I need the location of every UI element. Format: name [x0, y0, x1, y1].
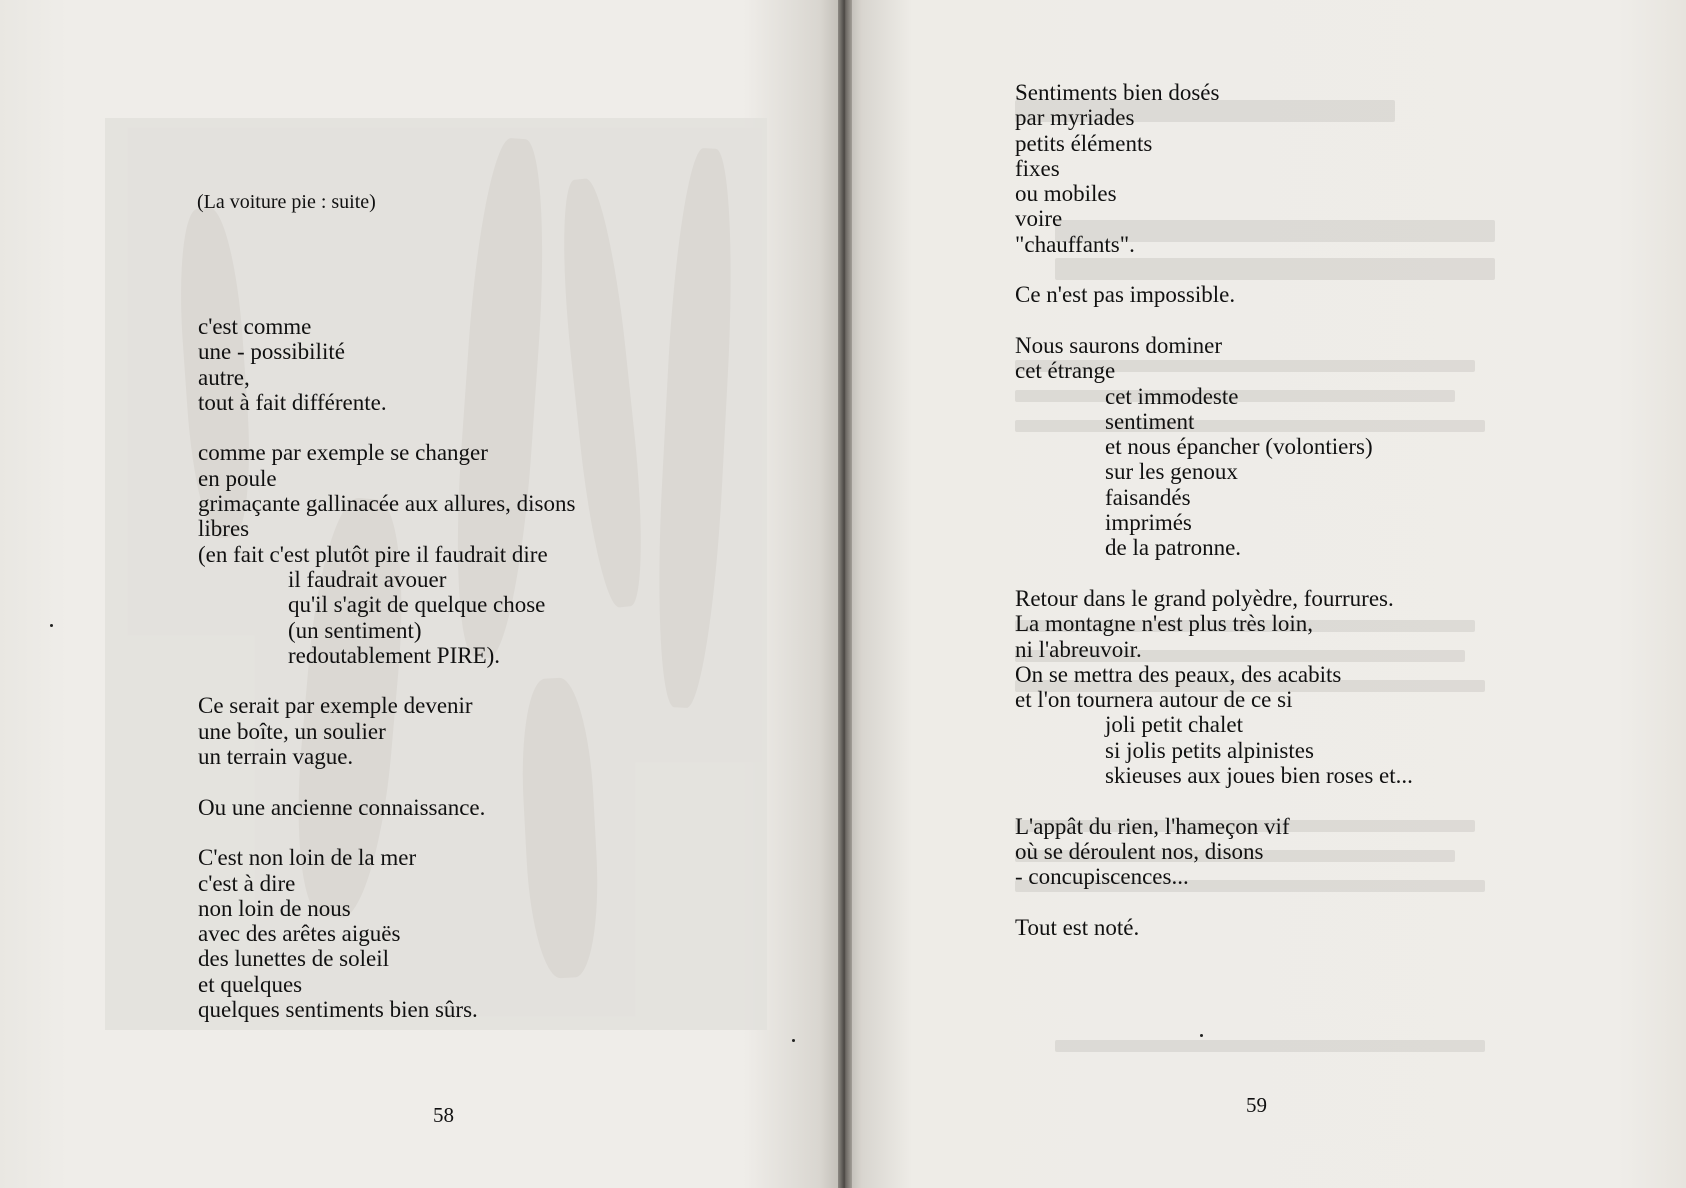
- stanza-break: [198, 668, 575, 693]
- poem-line: des lunettes de soleil: [198, 946, 389, 972]
- continuation-subtitle: (La voiture pie : suite): [197, 191, 376, 213]
- poem-line: faisandés: [1105, 484, 1191, 510]
- book-gutter: [838, 0, 852, 1188]
- poem-line: et quelques: [198, 971, 303, 997]
- poem-line: L'appât du rien, l'hameçon vif: [1015, 813, 1290, 839]
- poem-line: et l'on tournera autour de ce si: [1015, 687, 1293, 713]
- right-poem-text: [1015, 80, 1413, 940]
- poem-line: quelques sentiments bien sûrs.: [198, 997, 478, 1023]
- poem-line: libres: [198, 516, 250, 542]
- poem-line: sur les genoux: [1105, 459, 1238, 485]
- poem-line: cet étrange: [1015, 358, 1116, 384]
- poem-line: Retour dans le grand polyèdre, fourrures.: [1015, 585, 1394, 611]
- stanza-break: [198, 769, 575, 794]
- poem-line: cet immodeste: [1105, 383, 1239, 409]
- poem-line: comme par exemple se changer: [198, 440, 488, 466]
- poem-line: de la patronne.: [1105, 535, 1242, 561]
- poem-line: non loin de nous: [198, 895, 351, 921]
- poem-line: fixes: [1015, 155, 1060, 181]
- left-poem-text: [198, 314, 575, 1022]
- poem-line: Nous saurons dominer: [1015, 332, 1222, 358]
- stanza-break: [1015, 890, 1413, 915]
- poem-line: une boîte, un soulier: [198, 718, 386, 744]
- poem-line: Ce n'est pas impossible.: [1015, 282, 1236, 308]
- poem-line: redoutablement PIRE).: [288, 642, 501, 668]
- poem-line: un terrain vague.: [198, 744, 354, 770]
- poem-line: "chauffants".: [1015, 231, 1135, 257]
- poem-line: C'est non loin de la mer: [198, 845, 417, 871]
- poem-line: une - possibilité: [198, 339, 345, 365]
- poem-line: c'est comme: [198, 314, 312, 339]
- poem-line: sentiment: [1105, 408, 1195, 434]
- poem-line: en poule: [198, 465, 277, 491]
- stanza-break: [198, 415, 575, 440]
- poem-line: par myriades: [1015, 105, 1135, 131]
- page-number-left: 58: [433, 1103, 454, 1127]
- stanza-break: [1015, 788, 1413, 813]
- page-number-right: 59: [1246, 1093, 1267, 1117]
- stanza-break: [198, 820, 575, 845]
- poem-line: imprimés: [1105, 510, 1192, 536]
- poem-line: Tout est noté.: [1015, 914, 1140, 940]
- poem-line: autre,: [198, 364, 250, 390]
- paper-speck: [792, 1039, 795, 1042]
- poem-line: La montagne n'est plus très loin,: [1015, 611, 1313, 637]
- poem-line: avec des arêtes aiguës: [198, 921, 401, 947]
- poem-line: On se mettra des peaux, des acabits: [1015, 661, 1342, 687]
- poem-line: Sentiments bien dosés: [1015, 80, 1220, 105]
- stanza-break: [1015, 308, 1413, 333]
- poem-line: skieuses aux joues bien roses et...: [1105, 763, 1413, 789]
- poem-line: tout à fait différente.: [198, 389, 387, 415]
- stanza-break: [1015, 257, 1413, 282]
- poem-line: Ce serait par exemple devenir: [198, 693, 473, 719]
- poem-line: il faudrait avouer: [288, 566, 447, 592]
- stanza-break: [1015, 561, 1413, 586]
- poem-line: voire: [1015, 206, 1063, 232]
- poem-line: c'est à dire: [198, 870, 296, 896]
- poem-line: (en fait c'est plutôt pire il faudrait dire: [198, 541, 548, 567]
- poem-line: où se déroulent nos, disons: [1015, 838, 1264, 864]
- poem-line: qu'il s'agit de quelque chose: [288, 592, 546, 618]
- poem-line: petits éléments: [1015, 130, 1153, 156]
- poem-line: ni l'abreuvoir.: [1015, 636, 1142, 662]
- paper-speck: [50, 624, 53, 627]
- right-page: [845, 0, 1686, 1188]
- paper-speck: [1200, 1034, 1203, 1037]
- poem-line: Ou une ancienne connaissance.: [198, 794, 486, 820]
- poem-line: (un sentiment): [288, 617, 422, 643]
- poem-line: joli petit chalet: [1105, 712, 1243, 738]
- poem-line: - concupiscences...: [1015, 864, 1189, 890]
- poem-line: et nous épancher (volontiers): [1105, 434, 1373, 460]
- poem-line: ou mobiles: [1015, 181, 1117, 207]
- poem-line: grimaçante gallinacée aux allures, disons: [198, 491, 576, 517]
- poem-line: si jolis petits alpinistes: [1105, 737, 1314, 763]
